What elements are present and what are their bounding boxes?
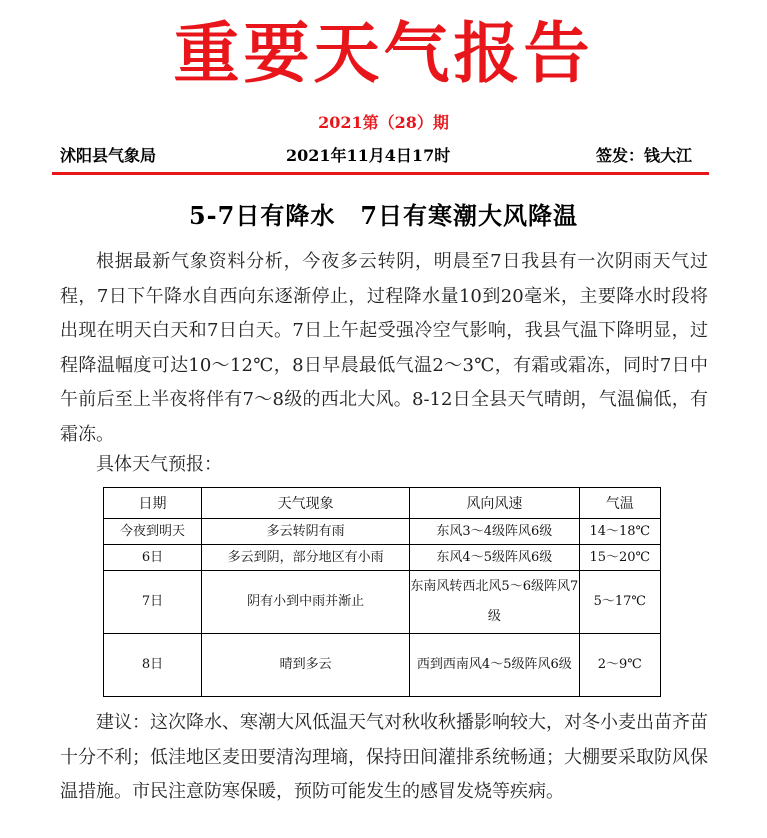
- cell-weather: 晴到多云: [202, 634, 410, 697]
- cell-temperature: 14～18℃: [579, 519, 660, 545]
- issue-number: 2021第（28）期: [318, 113, 449, 132]
- cell-wind: 东风3～4级阵风6级: [410, 519, 579, 545]
- report-masthead: 重要天气报告: [173, 14, 594, 92]
- intro-paragraph: 根据最新气象资料分析，今夜多云转阴，明晨至7日我县有一次阴雨天气过程，7日下午降水自西向东逐渐停止，过程降水量10到20毫米，主要降水时段将出现在明天白天和7日白天。7日上午起受强冷空气影响，我县气温下降明显，过程降温幅度可达10～12℃，8日早晨最低气温2～3℃，有霜或霜冻，同时7日中午前后至上半夜将伴有7～8级的西北大风。8-12日全县天气晴朗，气温偏低，有霜冻。: [60, 251, 708, 445]
- advice-paragraph: 建议：这次降水、寒潮大风低温天气对秋收秋播影响较大，对冬小麦出苗齐苗十分不利；低洼地区麦田要清沟理墒，保持田间灌排系统畅通；大棚要采取防风保温措施。市民注意防寒保暖，预防可能发生的感冒发烧等疾病。: [60, 712, 708, 802]
- cell-date: 7日: [104, 571, 202, 634]
- cell-weather: 多云到阴，部分地区有小雨: [202, 545, 410, 571]
- cell-wind: 东南风转西北风5～6级阵风7级: [410, 571, 579, 634]
- report-meta-row: [60, 143, 708, 167]
- cell-temperature: 2～9℃: [579, 634, 660, 697]
- cell-date: 6日: [104, 545, 202, 571]
- cell-temperature: 5～17℃: [579, 571, 660, 634]
- table-row: [104, 519, 661, 545]
- cell-weather: 多云转阴有雨: [202, 519, 410, 545]
- issuing-bureau: 沭阳县气象局: [60, 146, 157, 165]
- header-wind: 风向风速: [410, 488, 579, 519]
- cell-temperature: 15～20℃: [579, 545, 660, 571]
- issue-datetime: 2021年11月4日17时: [286, 146, 451, 165]
- table-row: [104, 545, 661, 571]
- signer: 签发：钱大江: [595, 146, 692, 165]
- forecast-table: [103, 487, 661, 697]
- table-row: [104, 634, 661, 697]
- cell-date: 今夜到明天: [104, 519, 202, 545]
- table-row: [104, 571, 661, 634]
- header-weather: 天气现象: [202, 488, 410, 519]
- cell-wind: 西到西南风4～5级阵风6级: [410, 634, 579, 697]
- report-headline: 5-7日有降水 7日有寒潮大风降温: [188, 201, 579, 230]
- cell-date: 8日: [104, 634, 202, 697]
- cell-wind: 东风4～5级阵风6级: [410, 545, 579, 571]
- forecast-lead: 具体天气预报：: [96, 454, 222, 475]
- header-temperature: 气温: [579, 488, 660, 519]
- table-header-row: [104, 488, 661, 519]
- red-divider: [52, 172, 709, 175]
- header-date: 日期: [104, 488, 202, 519]
- cell-weather: 阴有小到中雨并渐止: [202, 571, 410, 634]
